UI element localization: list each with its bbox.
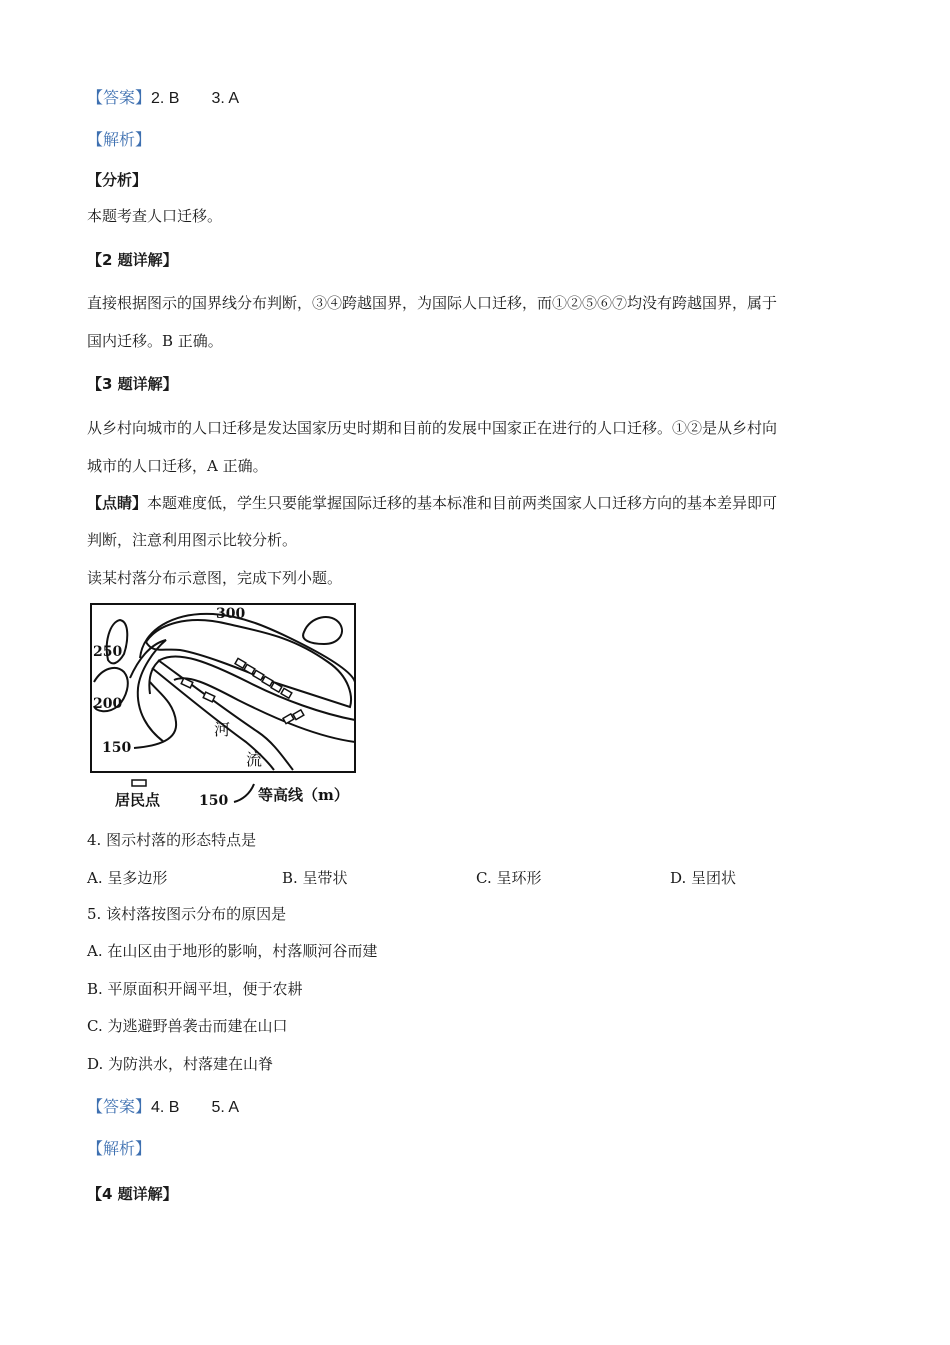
answer-3: 3. A [211,90,240,107]
read-instruction: 读某村落分布示意图，完成下列小题。 [87,569,343,587]
contour-200 [130,640,166,742]
answer-tag-2: 【答案】 [87,1099,152,1116]
label-150: 150 [102,740,132,756]
answer-2: 2. B [151,90,180,107]
river-bank-1 [158,660,293,770]
answer-4: 4. B [151,1099,180,1116]
q2-heading: 【2 题详解】 [87,251,178,269]
answer-line-2 [87,1097,239,1118]
legend-contour-icon [234,784,254,802]
hilltop-300 [303,617,342,644]
q5-option-b: B. 平原面积开阔平坦，便于农耕 [87,980,303,998]
label-river-1: 河 [214,720,231,739]
intro-text: 本题考查人口迁移。 [87,207,223,225]
q5-option-a: A. 在山区由于地形的影响，村落顺河谷而建 [87,942,378,960]
q4-option-c: C. 呈环形 [476,869,542,887]
q5-option-d: D. 为防洪水，村落建在山脊 [87,1055,274,1073]
q4-option-d: D. 呈团状 [670,869,737,887]
contour-300 [146,620,351,707]
answer-line-1 [87,88,239,109]
tip-line-1 [87,493,777,513]
q4-heading: 【4 题详解】 [87,1185,178,1203]
q3-text-2: 城市的人口迁移，A 正确。 [87,457,268,475]
contour-200b [174,678,355,742]
q4-option-a: A. 呈多边形 [87,869,168,887]
q2-text-2: 国内迁移。B 正确。 [87,332,223,350]
legend-contour-label: 等高线（m） [258,786,349,804]
analysis-tag-1: 【解析】 [87,132,152,149]
q3-heading: 【3 题详解】 [87,375,178,393]
q2-text-1: 直接根据图示的国界线分布判断，③④跨越国界，为国际人口迁移，而①②⑤⑥⑦均没有跨越国界，属于 [87,294,778,312]
legend-settlement-label: 居民点 [115,791,161,808]
contour-250c [149,656,355,720]
answer-5: 5. A [211,1099,240,1116]
village-map-figure [88,602,358,808]
q5-stem: 5. 该村落按图示分布的原因是 [87,905,287,923]
tip-text-2: 判断，注意利用图示比较分析。 [87,531,298,549]
q4-stem: 4. 图示村落的形态特点是 [87,831,257,849]
contour-150 [134,682,176,748]
label-200: 200 [93,696,123,712]
tip-text-1: 本题难度低，学生只要能掌握国际迁移的基本标准和目前两类国家人口迁移方向的基本差异即可 [147,494,778,512]
q4-option-b: B. 呈带状 [282,869,348,887]
q5-option-c: C. 为逃避野兽袭击而建在山口 [87,1017,288,1035]
analysis-tag-2: 【解析】 [87,1141,152,1158]
tip-tag: 【点睛】 [87,494,148,512]
label-river-2: 流 [246,750,263,769]
q3-text-1: 从乡村向城市的人口迁移是发达国家历史时期和目前的发展中国家正在进行的人口迁移。①②是从乡村向 [87,419,778,437]
label-250: 250 [93,644,123,660]
legend-contour-number: 150 [199,793,229,808]
legend-settlement-icon [132,780,146,786]
answer-tag: 【答案】 [87,90,152,107]
label-300: 300 [216,606,246,622]
fenxi-tag: 【分析】 [87,171,148,189]
